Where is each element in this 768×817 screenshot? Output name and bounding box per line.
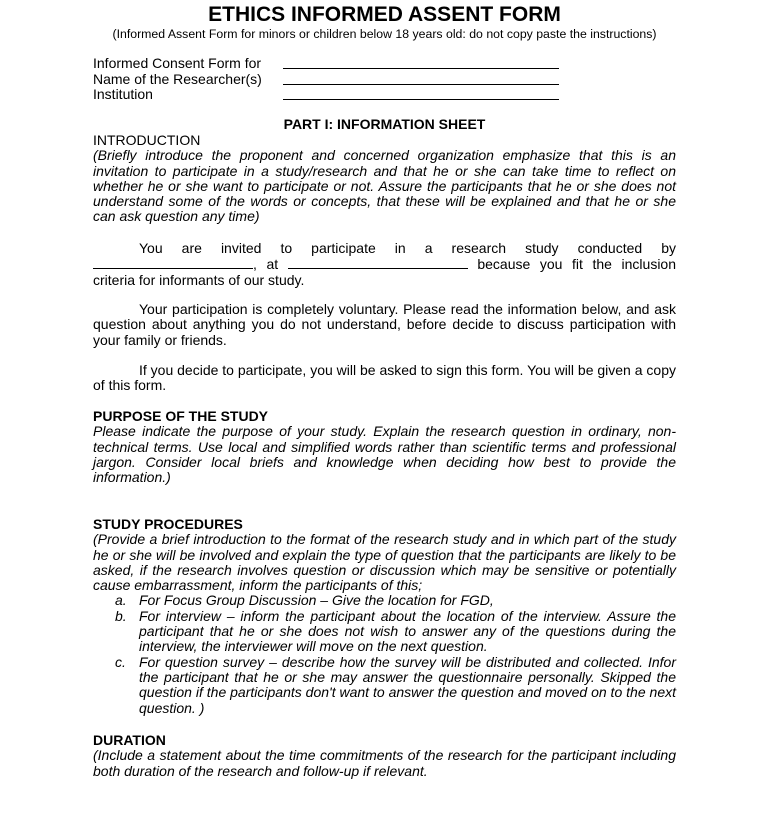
list-item-text: For interview – inform the participant about the location of the interview. Assure the participant that he or she does not wish to answer any of the questions during the interview, the interviewer will move on the next question. [139, 607, 676, 655]
section-instructions: (Briefly introduce the proponent and concerned organization emphasize that this is an invitation to participate in a study/research and that he or she can take time to reflect on whether he or she want to participate or not. Assure the participants that he or she does not understand some of the words or concepts, that these will be explained and that he or she can ask question any time) [93, 147, 676, 225]
form-subtitle: (Informed Assent Form for minors or children below 18 years old: do not copy paste the instructions) [112, 27, 657, 41]
blank-line [93, 256, 253, 269]
field-institution [93, 87, 676, 103]
blank-line [288, 256, 468, 269]
list-marker: a. [115, 592, 127, 609]
paragraph-text: You are invited to participate in a research study conducted by [139, 240, 676, 256]
procedures-list [93, 593, 676, 715]
introduction-paragraph-2: Your participation is completely voluntary. Please read the information below, and ask question about anything you do not understand, before decide to discuss participation with your family or friends. [93, 301, 676, 348]
list-item [93, 609, 676, 655]
introduction-paragraph-3: If you decide to participate, you will be asked to sign this form. You will be given a copy of this form. [93, 362, 676, 394]
list-item [93, 655, 676, 716]
blank-line [283, 72, 559, 85]
blank-line [283, 56, 559, 69]
part-heading: PART I: INFORMATION SHEET [283, 116, 486, 132]
section-instructions: (Include a statement about the time commitments of the research for the participant including both duration of the research and follow-up if relevant. [93, 747, 676, 779]
section-heading: PURPOSE OF THE STUDY [93, 408, 269, 424]
duration-section [93, 733, 676, 779]
blank-line [283, 87, 559, 100]
purpose-section [93, 409, 676, 485]
procedures-section [93, 517, 676, 716]
section-instructions: Please indicate the purpose of your study. Explain the research question in ordinary, non-technical terms. Use local and simplified words rather than scientific terms and professional jargon. Consider local briefs and knowledge when deciding how best to provide the information.) [93, 423, 676, 486]
list-item-text: For Focus Group Discussion – Give the location for FGD, [139, 592, 494, 609]
introduction-paragraph-1 [93, 241, 676, 288]
form-title: ETHICS INFORMED ASSENT FORM [208, 3, 561, 26]
list-marker: c. [115, 653, 126, 670]
header-fields [93, 56, 676, 103]
introduction-section [93, 133, 676, 225]
section-heading: INTRODUCTION [93, 132, 201, 148]
paragraph-text: because you fit the inclusion criteria for informants of our study. [93, 256, 677, 288]
field-researcher-name [93, 72, 676, 88]
field-label: Institution [93, 86, 153, 102]
paragraph-text: , at [253, 256, 279, 273]
list-marker: b. [115, 607, 127, 624]
section-heading: DURATION [93, 732, 166, 748]
list-item [93, 593, 676, 608]
section-heading: STUDY PROCEDURES [93, 516, 243, 532]
field-consent-form [93, 56, 676, 72]
field-label: Informed Consent Form for [93, 55, 262, 71]
list-item-text: For question survey – describe how the survey will be distributed and collected. Infor the participant that he or she may answer the questionnaire personally. Skipped the question if the participants don't want to answer the question and moved on to the next question. ) [139, 653, 676, 716]
section-instructions: (Provide a brief introduction to the format of the research study and in which part of the study he or she will be involved and explain the type of question that the participants are likely to be asked, if the research involves question or discussion which may be sensitive or potentially cause embarrassment, inform the participants of this; [93, 531, 676, 594]
field-label: Name of the Researcher(s) [93, 70, 262, 87]
